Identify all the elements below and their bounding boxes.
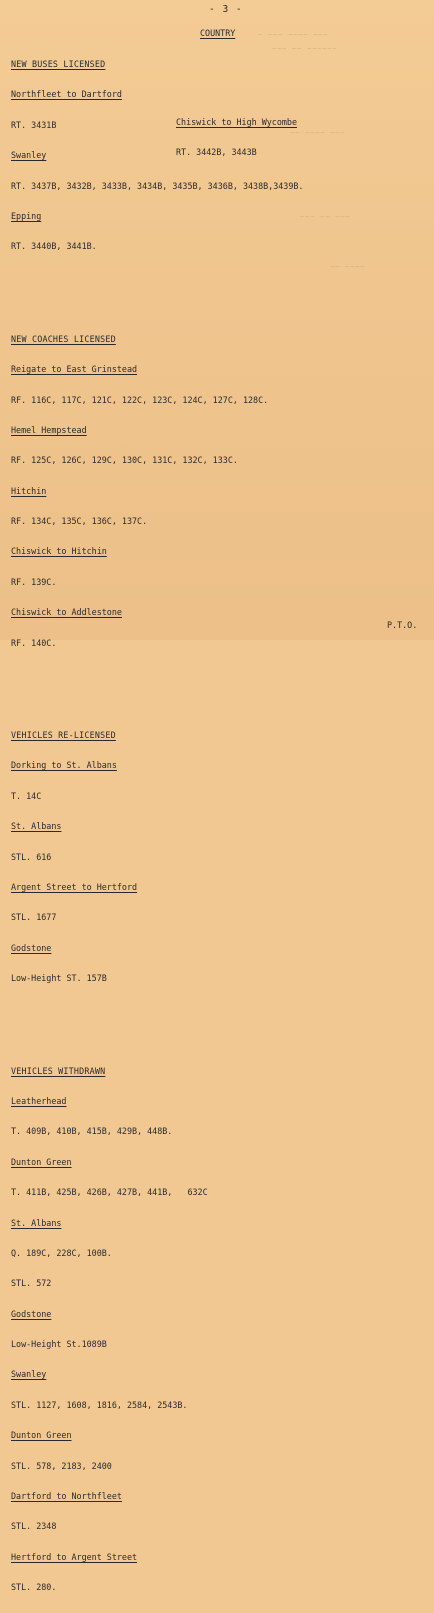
vehicle-list: T. 14C [11,790,42,801]
vehicle-list: STL. 2348 [11,1521,57,1532]
vehicle-list: STL. 280. [11,1582,57,1593]
bleed-through-mark: ~ ~~~ ~~~~ ~~~ [258,30,329,39]
right-column [176,97,297,178]
route-name: Godstone [11,1308,52,1319]
route-name: St. Albans [11,1217,62,1228]
route-name: Dunton Green [11,1156,72,1167]
vehicle-list: T. 409B, 410B, 415B, 429B, 448B. [11,1126,173,1137]
vehicle-list: RF. 125C, 126C, 129C, 130C, 131C, 132C, 133C. [11,455,238,466]
section-title: NEW BUSES LICENSED [11,59,106,69]
vehicle-list: RF. 139C. [11,576,57,587]
section-title: NEW COACHES LICENSED [11,333,116,344]
vehicle-list: STL. 1677 [11,912,57,923]
vehicle-list: Q. 189C, 228C, 100B. [11,1247,112,1258]
vehicle-list: Low-Height ST. 157B [11,973,107,984]
section-title: VEHICLES WITHDRAWN [11,1065,106,1076]
section-title: VEHICLES RE-LICENSED [11,730,116,741]
route-name: Argent Street to Hertford [11,881,138,892]
route-name: Swanley [11,1369,47,1380]
route-name: Swanley [11,150,47,161]
vehicle-list: RF. 140C. [11,637,57,648]
bleed-through-mark: ~~ ~~~~ ~~~ [290,128,346,137]
vehicle-list: Low-Height St.1089B [11,1339,107,1350]
route-name: Epping [11,210,42,221]
vehicle-list: STL. 578, 2183, 2400 [11,1460,112,1471]
vehicle-list: RT. 3431B [11,119,57,130]
route-name: Godstone [11,942,52,953]
route-name: St. Albans [11,821,62,832]
route-name: Chiswick to Addlestone [11,607,122,618]
route-name: Dartford to Northfleet [11,1491,122,1502]
vehicle-list: RT. 3442B, 3443B [176,147,257,158]
route-name: Chiswick to High Wycombe [176,117,298,127]
vehicle-list: RT. 3437B, 3432B, 3433B, 3434B, 3435B, 3436B, 3438B,3439B. [11,180,304,191]
route-name: Northfleet to Dartford [11,89,122,100]
route-name: Reigate to East Grinstead [11,364,138,375]
vehicle-list: STL. 616 [11,851,52,862]
bleed-through-mark: ~~~ ~~ ~~~ [300,212,351,221]
route-name: Dorking to St. Albans [11,760,117,771]
route-name: Hertford to Argent Street [11,1551,138,1562]
bleed-through-mark: ~~ ~~~~ [330,262,366,271]
vehicle-list: RT. 3440B, 3441B. [11,241,97,252]
vehicle-list: STL. 1127, 1608, 1816, 2584, 2543B. [11,1399,188,1410]
route-name: Hitchin [11,485,47,496]
vehicle-list: RF. 134C, 135C, 136C, 137C. [11,516,148,527]
vehicle-list: RF. 116C, 117C, 121C, 122C, 123C, 124C, 127C, 128C. [11,394,269,405]
route-name: Hemel Hempstead [11,424,87,435]
vehicle-list: T. 411B, 425B, 426B, 427B, 441B, 632C [11,1187,208,1198]
vehicle-list: STL. 572 [11,1278,52,1289]
route-name: Dunton Green [11,1430,72,1441]
section-heading-country: COUNTRY [200,28,236,38]
main-column [11,39,303,1613]
page-number: - 3 - [209,4,243,15]
page-footer: P.T.O. [387,620,418,630]
route-name: Chiswick to Hitchin [11,546,107,557]
bleed-through-mark: ~~~ ~~ ~~~~~~ [272,44,338,53]
route-name: Leatherhead [11,1095,67,1106]
